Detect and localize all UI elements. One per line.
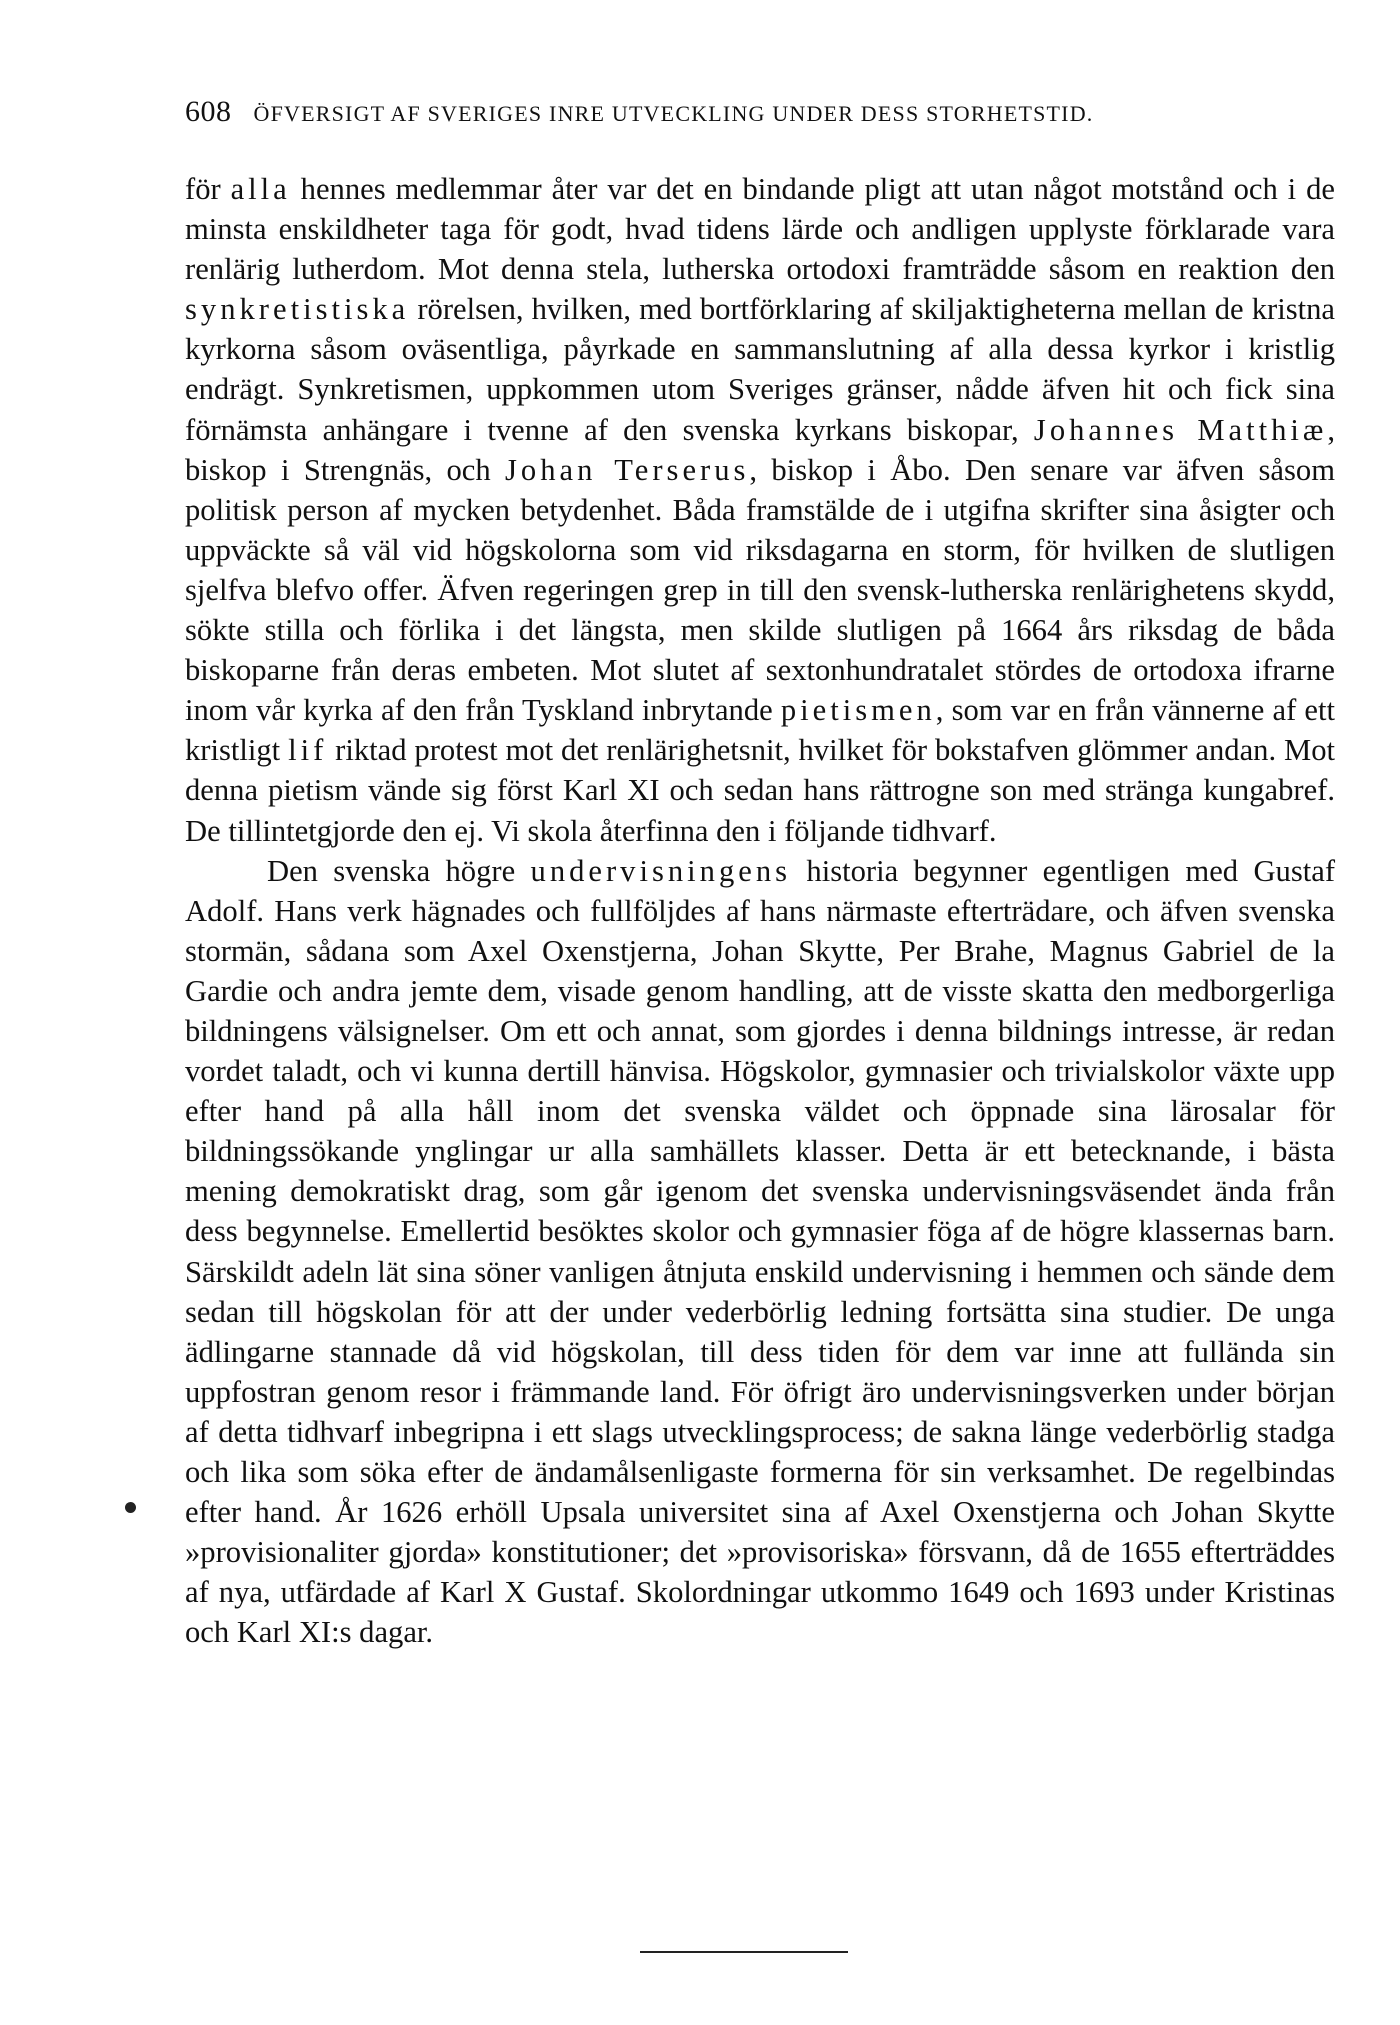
emphasis-spaced: alla <box>230 172 291 206</box>
emphasis-spaced: Johan Terserus <box>505 452 750 487</box>
paragraph <box>185 851 1335 1653</box>
body-text <box>185 169 1335 1652</box>
paragraph <box>185 169 1335 851</box>
emphasis-spaced: synkretistiska <box>185 292 410 327</box>
text-span: rörelsen, hvilken, med bortförklaring af skiljaktigheterna mellan de kristna kyrkorna såsom oväsentliga, påyrkade en sammanslutning af alla dessa kyrkor i kristlig endrägt. Synkretismen, uppkommen utom Sveriges gränser, nådde äfven hit och fick sina förnämsta anhängare i tvenne af den svenska kyrkans biskopar, <box>185 292 1335 447</box>
text-span: , biskop i Strengnäs, och <box>185 412 1335 487</box>
book-page <box>185 95 1335 1652</box>
emphasis-spaced: Johannes Matthiæ <box>1033 412 1328 447</box>
text-span: , biskop i Åbo. Den senare var äfven såsom politisk person af mycken betydenhet. Båda framstälde de i utgifna skrifter sina åsigter och uppväckte så väl vid högskolorna som vid riksdagarna en storm, för hvilken de slutligen sjelfva blefvo offer. Äfven regeringen grep in till den svensk-lutherska renlärighetens skydd, sökte stilla och förlika i det längsta, men skilde slutligen på 1664 års riksdag de båda biskoparne från deras embeten. Mot slutet af sextonhundratalet stördes de ortodoxa ifrarne inom vår kyrka af den från Tyskland inbrytande <box>185 452 1335 728</box>
text-span: riktad protest mot det renlärighetsnit, hvilket för bokstafven glömmer andan. Mot denna pietism vände sig först Karl XI och sedan hans rättrogne son med stränga kungabref. De tillintetgjorde den ej. Vi skola återfinna den i följande tidhvarf. <box>185 733 1335 848</box>
text-span: historia begynner egentligen med Gustaf Adolf. Hans verk hägnades och fullföljdes af hans närmaste efterträdare, och äfven svenska stormän, sådana som Axel Oxenstjerna, Johan Skytte, Per Brahe, Magnus Gabriel de la Gardie och andra jemte dem, visade genom handling, att de visste skatta den medborgerliga bildningens välsignelser. Om ett och annat, som gjordes i denna bildnings intresse, är redan vordet taladt, och vi kunna dertill hänvisa. Högskolor, gymnasier och trivialskolor växte upp efter hand på alla håll inom det svenska väldet och öppnade sina lärosalar för bildningssökande ynglingar ur alla samhällets klasser. Detta är ett betecknande, i bästa mening demokratiskt drag, som går igenom det svenska undervisningsväsendet ända från dess begynnelse. Emellertid besöktes skolor och gymnasier föga af de högre klassernas barn. Särskildt adeln lät sina söner vanligen åtnjuta enskild undervisning i hemmen och sände dem sedan till högskolan för att der under vederbörlig ledning fortsätta sina studier. De unga ädlingarne stannade då vid högskolan, till dess tiden för dem var inne att fullända sin uppfostran genom resor i främmande land. För öfrigt äro undervisningsverken under början af detta tidhvarf inbegripna i ett slags utvecklingsprocess; de sakna länge vederbörlig stadga och lika som söka efter de ändamålsenligaste formerna för sin verksamhet. De regelbindas efter hand. År 1626 erhöll Upsala universitet sina af Axel Oxenstjerna och Johan Skytte »provisionaliter gjorda» konstitutioner; det »provisoriska» försvann, då de 1655 efterträddes af nya, utfärdade af Karl X Gustaf. Skolordningar utkommo 1649 och 1693 under Kristinas och Karl XI:s dagar. <box>185 853 1336 1650</box>
end-rule <box>640 1951 848 1953</box>
text-span: hennes medlemmar åter var det en bindande pligt att utan något motstånd och i de minsta enskildheter taga för godt, hvad tidens lärde och andligen upplyste förklarade vara renlärig lutherdom. Mot denna stela, lutherska ortodoxi framträdde såsom en reaktion den <box>185 172 1335 287</box>
running-title: ÖFVERSIGT AF SVERIGES INRE UTVECKLING UNDER DESS STORHETSTID. <box>253 101 1094 126</box>
text-span: Den svenska högre <box>267 853 531 888</box>
emphasis-spaced: pietismen <box>780 693 936 728</box>
emphasis-spaced: lif <box>288 733 328 768</box>
text-span: , som var en från vännerne af ett kristligt <box>185 693 1335 768</box>
emphasis-spaced: undervisningens <box>530 853 792 888</box>
margin-dot <box>125 1502 136 1513</box>
page-number: 608 <box>185 95 232 128</box>
text-span: för <box>185 172 231 206</box>
page-header <box>185 95 1335 135</box>
